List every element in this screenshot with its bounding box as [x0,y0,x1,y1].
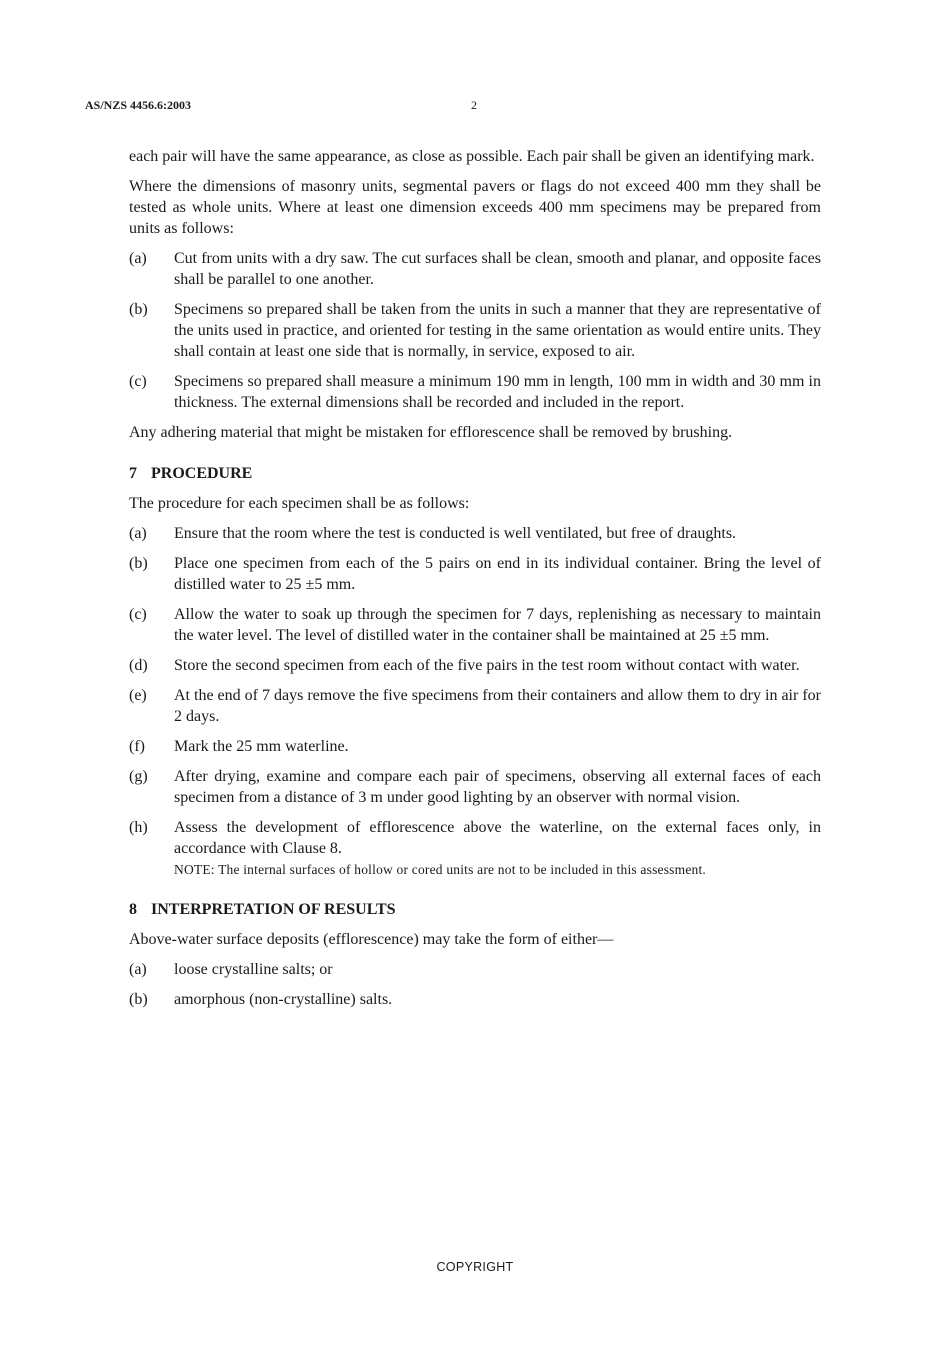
list-label: (g) [129,768,148,785]
list-text: Mark the 25 mm waterline. [174,738,349,755]
page-header [85,98,865,116]
list-text: Specimens so prepared shall be taken from the units in such a manner that they are representative of the units used in practice, and oriented for testing in the same orientation as would entire units. They shall contain at least one side that is normally, in service, exposed to air. [174,301,821,360]
section-title: PROCEDURE [151,465,253,482]
paragraph: Any adhering material that might be mistaken for efflorescence shall be removed by brushing. [129,424,733,441]
copyright-footer: COPYRIGHT [436,1260,514,1274]
list-label: (d) [129,657,148,674]
list-item [129,553,821,595]
list-text: Allow the water to soak up through the specimen for 7 days, replenishing as necessary to maintain the water level. The level of distilled water in the container shall be maintained at 25 ±5 mm. [174,606,821,644]
list-item [129,299,821,362]
list-text: Ensure that the room where the test is conducted is well ventilated, but free of draughts. [174,525,737,542]
list-item [129,685,821,727]
list-label: (b) [129,555,148,572]
list-label: (a) [129,250,147,267]
note-text: NOTE: The internal surfaces of hollow or cored units are not to be included in this assessment. [174,862,706,877]
list-text: Cut from units with a dry saw. The cut surfaces shall be clean, smooth and planar, and opposite faces shall be parallel to one another. [174,250,821,288]
list-label: (a) [129,525,147,542]
list-label: (c) [129,606,147,623]
paragraph: Above-water surface deposits (efflorescence) may take the form of either— [129,931,614,948]
list-item [129,523,821,544]
list-item [129,604,821,646]
list-text: At the end of 7 days remove the five specimens from their containers and allow them to dry in air for 2 days. [174,687,821,725]
list-text: amorphous (non-crystalline) salts. [174,991,393,1008]
paragraph: each pair will have the same appearance, as close as possible. Each pair shall be given an identifying mark. [129,148,815,165]
section-title: INTERPRETATION OF RESULTS [151,901,396,918]
list-label: (h) [129,819,148,836]
list-item [129,959,821,980]
page-body [129,146,821,1019]
list-item [129,371,821,413]
list-text: Assess the development of efflorescence above the waterline, on the external faces only, in accordance with Clause 8. [174,819,821,857]
list-label: (b) [129,301,148,318]
paragraph: The procedure for each specimen shall be as follows: [129,495,470,512]
list-item [129,766,821,808]
list-label: (f) [129,738,145,755]
list-item [129,989,821,1010]
section-heading [129,463,821,484]
list-label: (a) [129,961,147,978]
list-text: loose crystalline salts; or [174,961,333,978]
list-text: Place one specimen from each of the 5 pairs on end in its individual container. Bring the level of distilled water to 25 ±5 mm. [174,555,821,593]
list-item [129,736,821,757]
standard-code: AS/NZS 4456.6:2003 [85,98,192,112]
list-label: (b) [129,991,148,1008]
section-number: 7 [129,465,137,482]
list-text: Specimens so prepared shall measure a minimum 190 mm in length, 100 mm in width and 30 mm in thickness. The external dimensions shall be recorded and included in the report. [174,373,821,411]
list-item [129,655,821,676]
page-number: 2 [471,98,477,112]
list-text: Store the second specimen from each of the five pairs in the test room without contact with water. [174,657,800,674]
list-label: (c) [129,373,147,390]
section-number: 8 [129,901,137,918]
section-heading [129,899,821,920]
list-label: (e) [129,687,147,704]
paragraph: Where the dimensions of masonry units, segmental pavers or flags do not exceed 400 mm they shall be tested as whole units. Where at least one dimension exceeds 400 mm specimens may be prepared from units as follows: [129,178,821,237]
list-item [129,817,821,879]
list-item [129,248,821,290]
list-text: After drying, examine and compare each pair of specimens, observing all external faces of each specimen from a distance of 3 m under good lighting by an observer with normal vision. [174,768,821,806]
